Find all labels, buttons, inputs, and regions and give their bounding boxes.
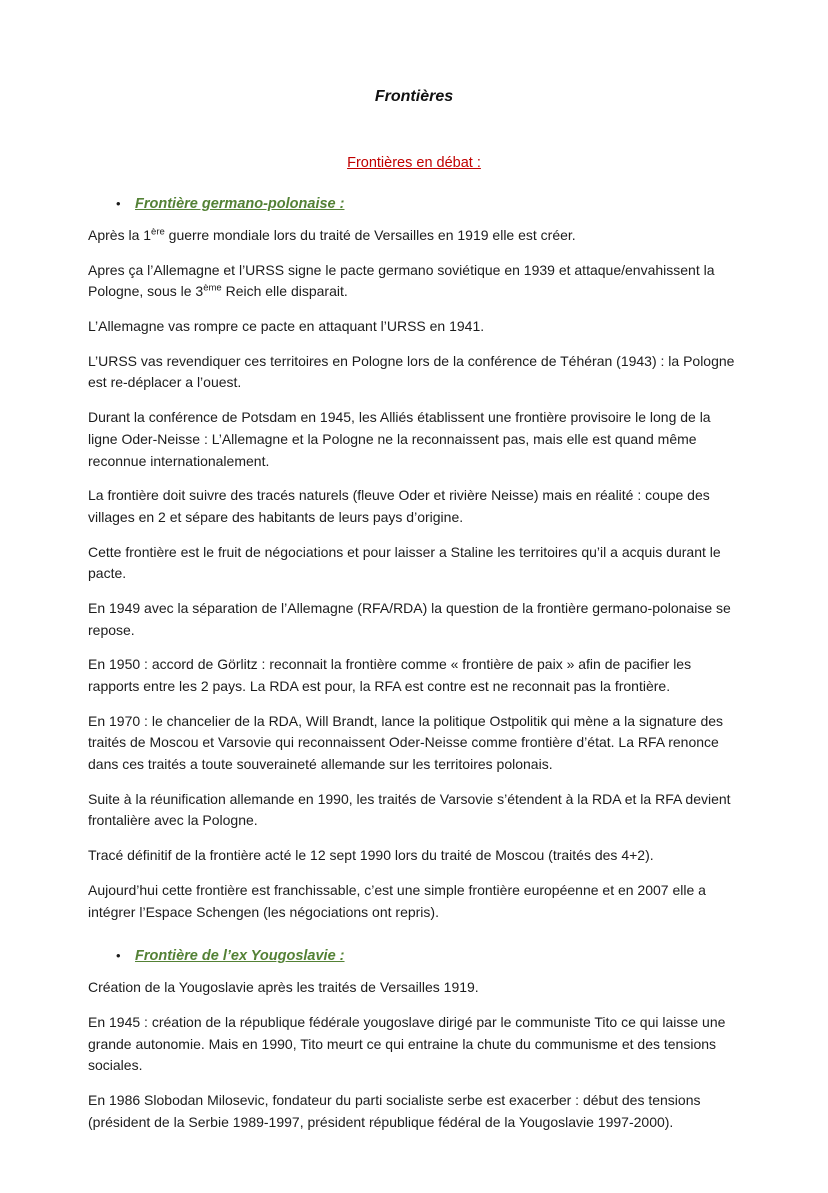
ordinal-superscript: ème [203,282,222,294]
paragraph [88,225,740,247]
paragraph: Cette frontière est le fruit de négociations et pour laisser a Staline les territoires qu’il a acquis durant le pacte. [88,543,721,582]
paragraph: Création de la Yougoslavie après les traités de Versailles 1919. [88,979,479,996]
paragraph-text: Après la 1 [88,227,152,243]
bullet-icon: • [116,196,121,211]
bullet-heading-label: Frontière de l’ex Yougoslavie : [135,948,345,965]
paragraph-text: guerre mondiale lors du traité de Versailles en 1919 elle est créer. [164,227,576,243]
paragraph: En 1986 Slobodan Milosevic, fondateur du parti socialiste serbe est exacerber : début des tensions (président de la Serbie 1989-1997, président république fédéral de la Yougoslavie 1997-2000). [88,1091,701,1130]
paragraph-text: Apres ça l’Allemagne et l’URSS signe le pacte germano soviétique en 1939 et attaque/envahissent la Pologne, sous le 3 [88,261,715,300]
bullet-heading-label: Frontière germano-polonaise : [135,196,345,212]
bullet-icon: • [116,948,121,964]
paragraph: Durant la conférence de Potsdam en 1945, les Alliés établissent une frontière provisoire le long de la ligne Oder-Neisse : L’Allemagne et la Pologne ne la reconnaissent pas, mais elle est quand même reconnue internationalement. [88,409,711,469]
paragraph [88,260,740,303]
paragraph: En 1950 : accord de Görlitz : reconnait la frontière comme « frontière de paix » afin de pacifier les rapports entre les 2 pays. La RDA est pour, la RFA est contre est ne reconnait pas la frontière. [88,656,692,694]
paragraph-text: Reich elle disparait. [221,283,348,300]
bullet-heading-ex-yougoslavie [116,948,740,964]
ordinal-superscript: ère [151,226,165,238]
paragraph: En 1970 : le chancelier de la RDA, Will Brandt, lance la politique Ostpolitik qui mène a la signature des traités de Moscou et Varsovie qui reconnaissent Oder-Neisse comme frontière d’état. La RFA renonce dans ces traités a toute souveraineté allemande sur les territoires polonais. [88,712,724,773]
paragraph: L’Allemagne vas rompre ce pacte en attaquant l’URSS en 1941. [88,318,485,335]
paragraph: En 1949 avec la séparation de l’Allemagne (RFA/RDA) la question de la frontière germano-polonaise se repose. [88,599,731,638]
paragraph: Suite à la réunification allemande en 1990, les traités de Varsovie s’étendent à la RDA et la RFA devient frontalière avec la Pologne. [88,790,731,829]
paragraph: En 1945 : création de la république fédérale yougoslave dirigé par le communiste Tito ce qui laisse une grande autonomie. Mais en 1990, Tito meurt ce qui entraine la chute du communisme et des tensions sociales. [88,1013,726,1074]
paragraph: Aujourd’hui cette frontière est franchissable, c’est une simple frontière européenne et en 2007 elle a intégrer l’Espace Schengen (les négociations ont repris). [88,881,706,920]
paragraph: L’URSS vas revendiquer ces territoires en Pologne lors de la conférence de Téhéran (1943) : la Pologne est re-déplacer a l’ouest. [88,352,735,391]
paragraph: La frontière doit suivre des tracés naturels (fleuve Oder et rivière Neisse) mais en réalité : coupe des villages en 2 et sépare des habitants de leurs pays d’origine. [88,487,710,525]
paragraph: Tracé définitif de la frontière acté le 12 sept 1990 lors du traité de Moscou (traités des 4+2). [88,847,654,864]
bullet-heading-germano-polonaise [116,196,740,212]
page-title: Frontières [374,88,454,105]
section-heading: Frontières en débat : [347,155,481,171]
